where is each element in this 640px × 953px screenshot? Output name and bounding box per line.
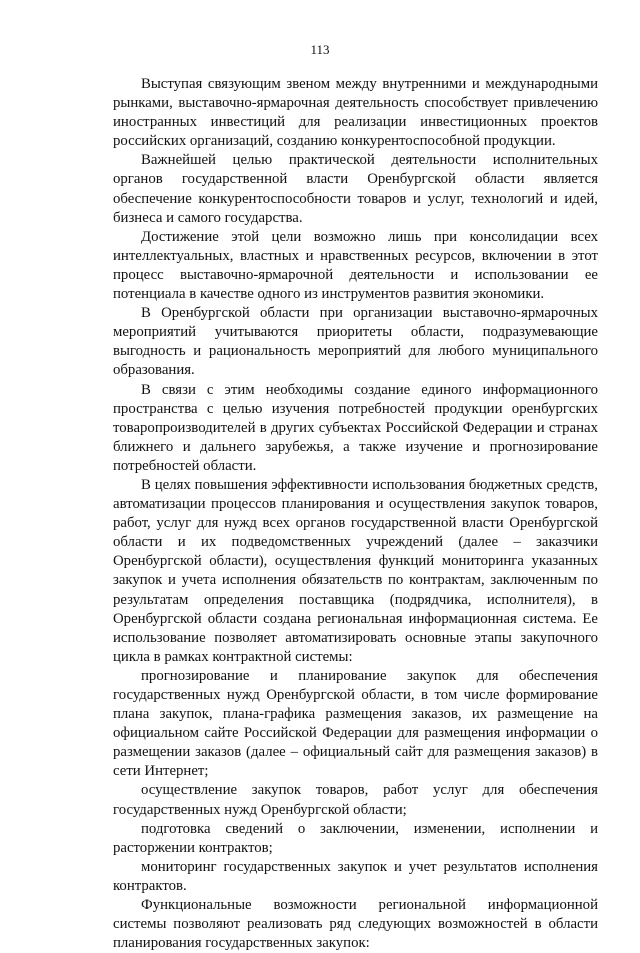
list-item: прогнозирование и планирование закупок для обеспечения государственных нужд Оренбургской области, в том числе формирование плана закупок, плана-графика размещения заказов, их размещение на официальном сайте Российской Федерации для размещения информации о размещении заказов (далее – официальный сайт для размещения заказов) в сети Интернет; [113, 667, 598, 780]
body-text [113, 75, 598, 953]
paragraph: В связи с этим необходимы создание единого информационного пространства с целью изучения потребностей продукции оренбургских товаропроизводителей в других субъектах Российской Федерации и странах ближнего и дальнего зарубежья, а также изучение и прогнозирование потребностей области. [113, 381, 598, 474]
list-item: подготовка сведений о заключении, изменении, исполнении и расторжении контрактов; [113, 820, 598, 856]
list-item: осуществление закупок товаров, работ услуг для обеспечения государственных нужд Оренбургской области; [113, 782, 598, 818]
paragraph: Выступая связующим звеном между внутренними и международными рынками, выставочно-ярмарочная деятельность способствует привлечению иностранных инвестиций для реализации инвестиционных проектов российских организаций, созданию конкурентоспособной продукции. [113, 76, 598, 150]
page-number: 113 [310, 42, 330, 57]
paragraph: В целях повышения эффективности использования бюджетных средств, автоматизации процессов планирования и осуществления закупок товаров, работ, услуг для нужд всех органов государственной власти Оренбургской области и их подведомственных учреждений (далее – заказчики Оренбургской области), осуществления функций мониторинга указанных закупок и учета исполнения обязательств по контрактам, заключенным по результатам определения поставщика (подрядчика, исполнителя), в Оренбургской области создана региональная информационная система. Ее использование позволяет автоматизировать основные этапы закупочного цикла в рамках контрактной системы: [113, 476, 598, 665]
paragraph: Важнейшей целью практической деятельности исполнительных органов государственной власти Оренбургской области является обеспечение конкурентоспособности товаров и услуг, технологий и идей, бизнеса и самого государства. [113, 152, 598, 226]
paragraph: Функциональные возможности региональной информационной системы позволяют реализовать ряд следующих возможностей в области планирования государственных закупок: [113, 897, 598, 952]
paragraph: Достижение этой цели возможно лишь при консолидации всех интеллектуальных, властных и нравственных ресурсов, включении в этот процесс выставочно-ярмарочной деятельности и использовании ее потенциала в качестве одного из инструментов развития экономики. [113, 228, 598, 303]
list-item: мониторинг государственных закупок и учет результатов исполнения контрактов. [113, 858, 598, 894]
paragraph: В Оренбургской области при организации выставочно-ярмарочных мероприятий учитываются приоритеты области, подразумевающие выгодность и рациональность мероприятий для любого муниципального образования. [113, 305, 598, 379]
